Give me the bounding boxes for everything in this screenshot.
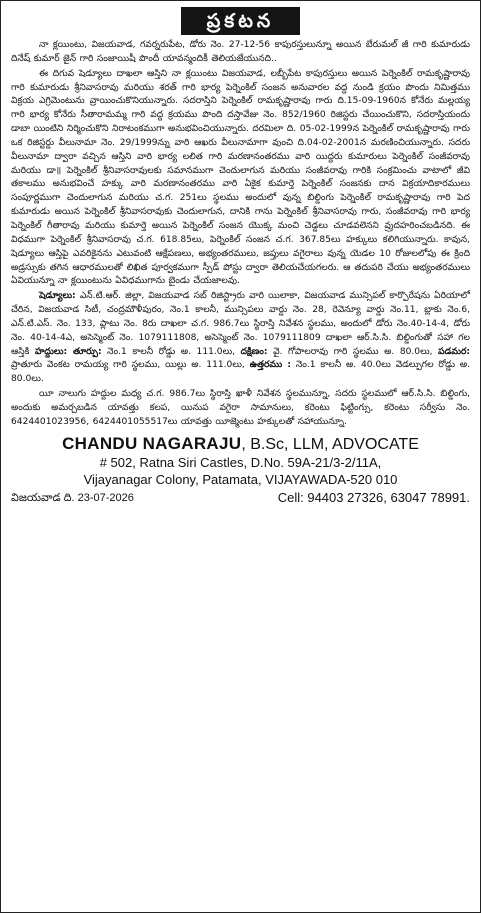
west-label: పడమర: bbox=[438, 346, 470, 357]
west-text: ప్రాతూరు వెంకట రామయ్య గారి స్థలము, యిల్లు అ. 111.0లు, bbox=[11, 360, 250, 371]
north-text: నెం.1 కాలనీ అ. 40.0లు వెడల్పుగల రోడ్డు అ. 80.0లు. bbox=[11, 360, 470, 385]
advocate-qualifications: , B.Sc, LLM, ADVOCATE bbox=[241, 435, 419, 453]
advocate-name-line bbox=[11, 434, 470, 454]
east-text: నెం.1 కాలనీ రోడ్డు అ. 111.0లు, bbox=[101, 346, 241, 357]
closing-paragraph: యీ నాలుగు హద్దుల మధ్య చ.గ. 986.7లు స్థిరాస్తి ఖాళీ నివేశన స్థలమున్నూ, సదరు స్థలములో ఆర్.సి.సి. బిల్డింగు, అందుకు అమర్చబడిన యావత్తు కలప, యినుప వగైరా సామానులు, కరెంటు ఫిట్టింగ్సు, కరెంటు సర్వీసు నెం. 6424401023956, 6424401055517లు యావత్తు యీజ్మెంటు హక్కులతో సహాయున్నూ. bbox=[11, 389, 470, 427]
body-paragraph: ఈ దిగువ షెడ్యూలు దాఖలా ఆస్తిని నా క్లయింటు విజయవాడ, లబ్బీపేట కాపురస్తులు అయిన పెర్నెంకిల్ రామకృష్ణారావు గారి కుమారుడు శ్రీనివాసరావు మరియు శరత్ గారి భార్య పెర్నెంకిల్ సంజన అనువారల వద్ద నుండి క్రయం పొందు నిమిత్తము విక్రయ ఎగ్రిమెంటును వ్రాయించుకొనియున్నారు. సదరాస్తిని పెర్నెంకిల్ రామకృష్ణారావు గారు ది.15-09-1960న కోనేరు మల్లయ్య గారి భార్య కోనేరు సీతారామమ్మ గారి వద్ద క్రయము పొంది దస్తావేజు నెం. 852/1960 రిజిస్టరు చేయించుకొని, సదరాస్తియందు డాబా యింటిని నిర్మించుకొని నిరాటంకముగా అనుభవించియున్నారు. దరమిలా ది. 05-02-1999న పెర్నెంకిల్ రామకృష్ణారావు గారు ఒక రిజిస్టర్డు వీలునామా నెం. 29/1999న్ను వారి ఆఖరు వీలునామాగా వుంచి ది.04-02-2001న మరణించియున్నారు. సదరు వీలునామా ద్వారా వచ్చిన ఆస్తిని వారి భార్య లలిత గారి మరణానంతరము వారి యిద్దరు కుమారులు పెర్నెంకిల్ సంజీవరావు మరియు డా॥ పెర్నెంకిల్ శ్రీనివాసరావులకు సమానముగా చెందులాగున మరియు సంజీవరావు గారికి సంక్రమించు వాటాలో జీవి తకాలము అనుభవించే హక్కు వారి మరణానంతరము వారి ఏకైక కుమార్తె పెర్నెంకిల్ సంజనకు దాన విక్రయాదికారములు సంపూర్ణముగా చెందులాగున మరియు చ.గ. 251లు స్థలము అందులో వున్న బిల్డింగు పెర్నెంకిల్ రామకృష్ణారావు గారి పెద కుమారుడు అయిన పెర్నెంకిల్ శ్రీనివాసరావుకు చెందులాగున, దానికి గాను పెర్నెంకిల్ శ్రీనివాసరావు గారు, సంజీవరావు గారి భార్య పెర్నెంకిల్ గీతారావు మరియు కుమార్తె అయిన పెర్నెంకిల్ సంజన యొక్క మంచి చెడ్డలు చూడవలెనని వ్రుదహరించబడినది. ఈ విధముగా పెర్నెంకిల్ శ్రీనివాసరావు చ.గ. 618.85లు, పెర్నెంకిల్ సంజన చ.గ. 367.85లు హక్కులు కలిగియున్నారు. కావున, షెడ్యూలు ఆస్తిపై ఎవరికైనను ఎటువంటి ఆక్షేపణలు, అభ్యంతరములు, జప్తులు వగైరాలు వున్న యెడల 10 రోజులలోపు ఈ క్రింది అడ్రస్సుకు తగిన ఆధారములతో లిఖిత పూర్వకముగా స్పీడ్ పోస్టు ద్వారా తెలియచేయగలరు. ఆ తదుపరి చేయు అభ్యంతరములు ఏవియున్నూ నా క్లయింటును ఏవిధముగాను బైండు చేయజాలవు. bbox=[11, 68, 470, 287]
notice-title: ప్రకటన bbox=[181, 7, 300, 35]
notice-footer bbox=[11, 490, 470, 506]
advocate-address-2: Vijayanagar Colony, Patamata, VIJAYAWADA-520 010 bbox=[83, 471, 398, 487]
contact-cell: Cell: 94403 27326, 63047 78991. bbox=[277, 489, 470, 505]
schedule-paragraph bbox=[11, 290, 470, 387]
north-label: ఉత్తరము : bbox=[249, 360, 291, 371]
bounds-label: హద్దులు: bbox=[34, 346, 68, 357]
south-text: వై. గోపాలరావు గారి స్థలము అ. 80.0లు, bbox=[267, 346, 439, 357]
schedule-text: ఎన్.టి.ఆర్. జిల్లా, విజయవాడ సబ్ రిజిస్ట్రారు వారి యిలాకా, విజయవాడ మున్సిపల్ కార్పొరేషను ఏరియాలో చేరిన, విజయవాడ సిటీ, చంద్రమౌళీపురం, నెం.1 కాలనీ, మున్సిపలు వార్డు నెం. 28, రెవెన్యూ వార్డు నెం.11, బ్లాకు నెం.6, ఎన్.టి.ఎస్. నెం. 133, ప్లాటు నెం. 8రు దాఖలా చ.గ. 986.7లు స్థిరాస్తి నివేశన స్థలము, అందులో డోరు నెం.40-14-4, డోరు నెం. 40-14-4ఎ, అసెస్మెంట్ నెం. 1079111808, అసెస్మెంట్ నెం. 1079111809 దాఖలా ఆర్.సి.సి. బిల్డింగుతో సహా గల ఆస్తికి bbox=[11, 291, 470, 357]
south-label: దక్షిణం: bbox=[240, 346, 268, 357]
intro-paragraph: నా క్లయింటు, విజయవాడ, గవర్నరుపేట, డోరు నెం. 27-12-56 కాపురస్తులున్నూ అయిన బేరుమల్ జీ గారి కుమారుడు దినేష్ కుమార్ జైన్ గారి సంజాయిషీ పొందీ యావన్మందికీ తెలియజేయునది.. bbox=[11, 40, 470, 64]
advocate-name: CHANDU NAGARAJU bbox=[62, 433, 242, 453]
east-label: తూర్పు: bbox=[67, 346, 102, 357]
advocate-block bbox=[11, 434, 470, 488]
advocate-address-1: # 502, Ratna Siri Castles, D.No. 59A-21/3-2/11A, bbox=[99, 454, 382, 470]
notice-date: విజయవాడ ది. 23-07-2026 bbox=[11, 491, 134, 504]
schedule-label: షెడ్యూలు: bbox=[39, 291, 76, 302]
notice-header bbox=[11, 7, 470, 35]
